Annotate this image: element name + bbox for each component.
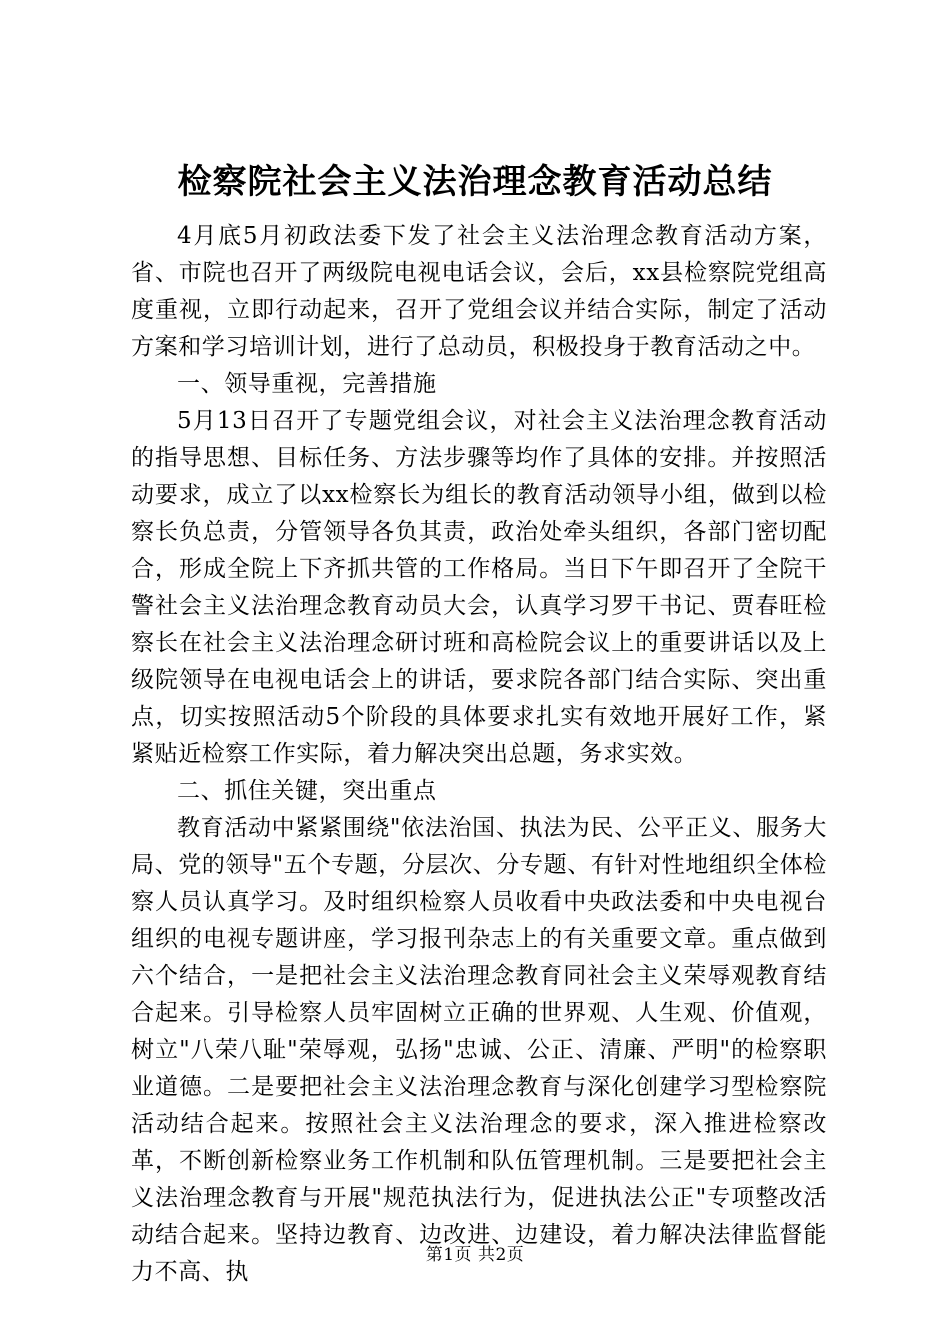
section-1-paragraph: 5月13日召开了专题党组会议，对社会主义法治理念教育活动的指导思想、目标任务、方法步骤等均作了具体的安排。并按照活动要求，成立了以xx检察长为组长的教育活动领导小组，做到以检察长负总责，分管领导各负其责，政治处牵头组织，各部门密切配合，形成全院上下齐抓共管的工作格局。当日下午即召开了全院干警社会主义法治理念教育动员大会，认真学习罗干书记、贾春旺检察长在社会主义法治理念研讨班和高检院会议上的重要讲话以及上级院领导在电视电话会上的讲话，要求院各部门结合实际、突出重点，切实按照活动5个阶段的具体要求扎实有效地开展好工作，紧紧贴近检察工作实际，着力解决突出总题，务求实效。	[131, 408, 827, 767]
section-heading-2: 二、抓住关键，突出重点	[177, 778, 437, 804]
section-heading-1: 一、领导重视，完善措施	[177, 371, 437, 397]
document-title: 检察院社会主义法治理念教育活动总结	[177, 162, 773, 202]
document-body	[131, 218, 827, 1291]
intro-paragraph: 4月底5月初政法委下发了社会主义法治理念教育活动方案，省、市院也召开了两级院电视电话会议，会后，xx县检察院党组高度重视，立即行动起来，召开了党组会议并结合实际，制定了活动方案和学习培训计划，进行了总动员，积极投身于教育活动之中。	[131, 223, 827, 360]
section-2-paragraph: 教育活动中紧紧围绕"依法治国、执法为民、公平正义、服务大局、党的领导"五个专题，分层次、分专题、有针对性地组织全体检察人员认真学习。及时组织检察人员收看中央政法委和中央电视台组织的电视专题讲座，学习报刊杂志上的有关重要文章。重点做到六个结合，一是把社会主义法治理念教育同社会主义荣辱观教育结合起来。引导检察人员牢固树立正确的世界观、人生观、价值观，树立"八荣八耻"荣辱观，弘扬"忠诚、公正、清廉、严明"的检察职业道德。二是要把社会主义法治理念教育与深化创建学习型检察院活动结合起来。按照社会主义法治理念的要求，深入推进检察改革，不断创新检察业务工作机制和队伍管理机制。三是要把社会主义法治理念教育与开展"规范执法行为，促进执法公正"专项整改活动结合起来。坚持边教育、边改进、边建设，着力解决法律监督能力不高、执	[131, 815, 827, 1285]
page-footer: 第1页 共2页	[425, 1245, 525, 1265]
